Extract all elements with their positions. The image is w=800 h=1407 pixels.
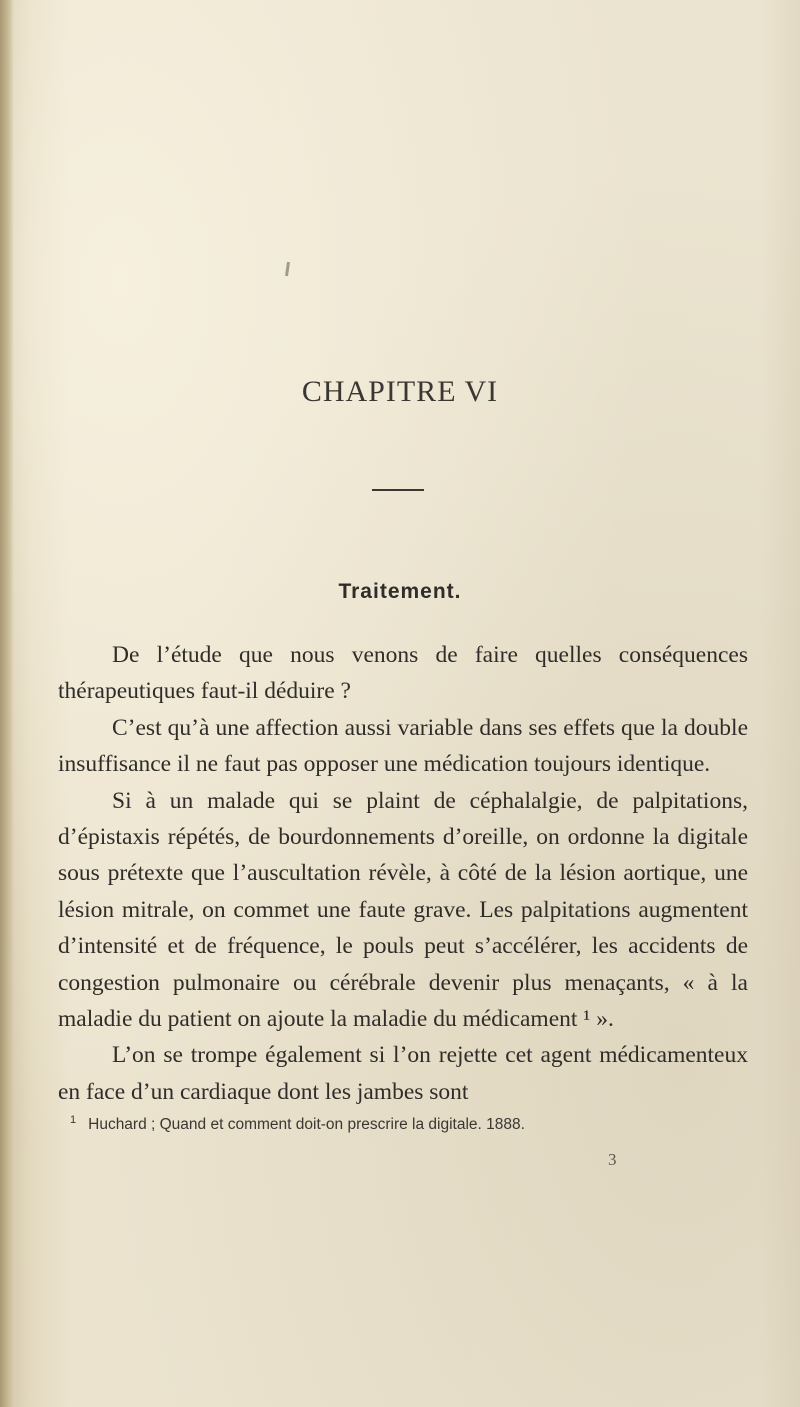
title-divider <box>372 489 424 491</box>
paragraph: De l’étude que nous venons de faire quelles conséquences thérapeutiques faut-il déduire ? <box>58 642 748 705</box>
stray-ink-mark <box>285 262 290 276</box>
footnote <box>70 1114 750 1134</box>
paragraph: Si à un malade qui se plaint de céphalalgie, de palpitations, d’épistaxis répétés, de bourdonnements d’oreille, on ordonne la digitale sous prétexte que l’auscultation révèle, à côté de la lésion aortique, une lésion mitrale, on commet une faute grave. Les palpitations augmentent d’intensité et de fréquence, le pouls peut s’accélérer, les accidents de congestion pulmonaire ou cérébrale devenir plus menaçants, « à la maladie du patient on ajoute la maladie du médicament ¹ ». <box>58 787 748 1033</box>
chapter-title: CHAPITRE VI <box>301 375 499 408</box>
footnote-marker: 1 <box>70 1114 77 1126</box>
page-binding-edge <box>0 0 14 1407</box>
section-title: Traitement. <box>338 580 462 603</box>
paragraph: L’on se trompe également si l’on rejette cet agent médicamenteux en face d’un cardiaque dont les jambes sont <box>58 1042 748 1105</box>
paragraph: C’est qu’à une affection aussi variable dans ses effets que la double insuffisance il ne faut pas opposer une médication toujours identique. <box>58 714 748 778</box>
body-text <box>58 637 748 1110</box>
footnote-text: Huchard ; Quand et comment doit-on prescrire la digitale. 1888. <box>88 1116 525 1134</box>
signature-mark: 3 <box>608 1150 617 1169</box>
